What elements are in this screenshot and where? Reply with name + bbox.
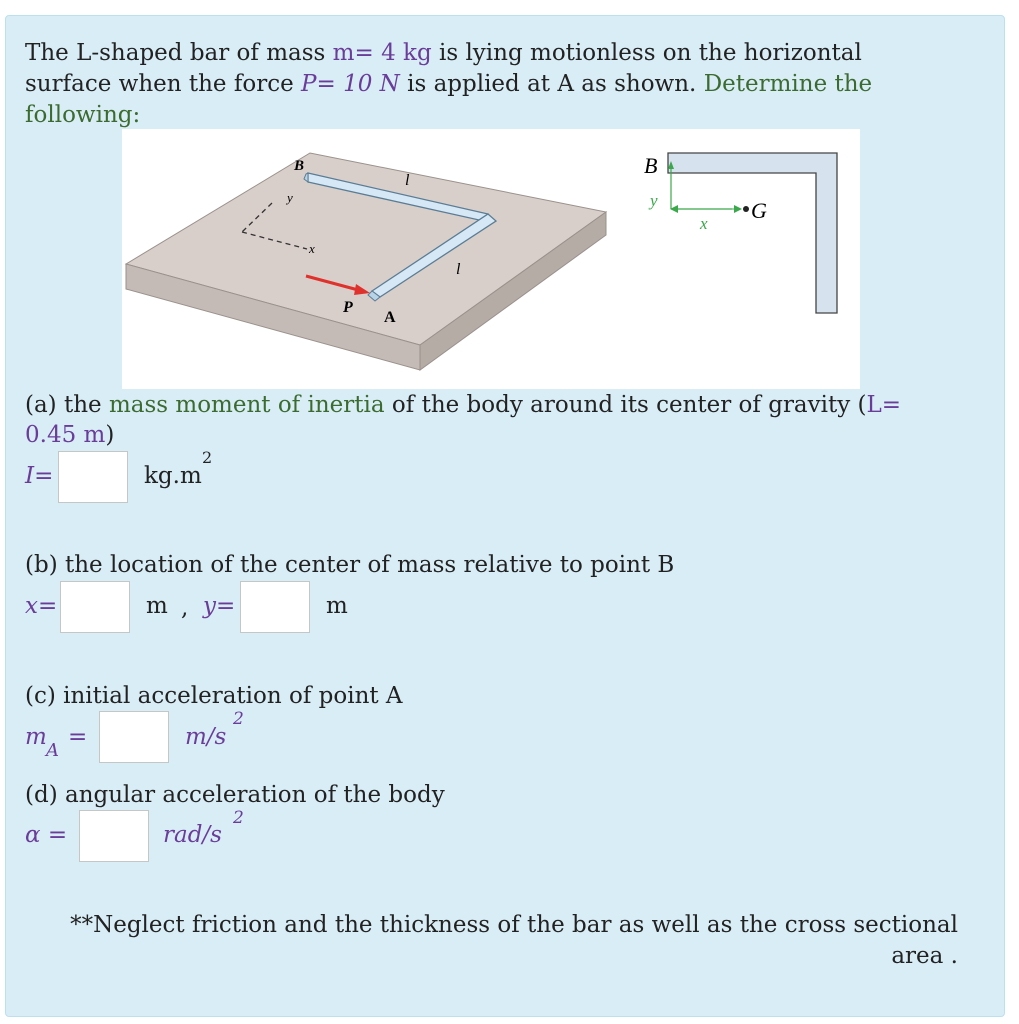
accel-answer-input[interactable] — [99, 711, 169, 763]
intro-line-3: following: — [25, 102, 141, 128]
accel-unit: m/s — [185, 724, 227, 750]
intro-text: is applied at A as shown. — [399, 71, 704, 97]
part-a-text: of the body around its center of gravity ( — [384, 392, 867, 418]
inertia-label: I= — [25, 463, 54, 489]
top-label-g: G — [751, 198, 767, 223]
intro-line-1 — [25, 38, 862, 69]
note-line-1: **Neglect friction and the thickness of the bar as well as the cross sectional — [70, 912, 958, 938]
accel-unit-exponent: 2 — [233, 709, 244, 729]
mass-value: m= 4 kg — [332, 40, 432, 66]
label-l-side: l — [456, 261, 461, 278]
part-a-line-1 — [25, 390, 901, 421]
part-a-text: (a) the — [25, 392, 109, 418]
label-b: B — [294, 158, 305, 174]
part-a-term: mass moment of inertia — [108, 392, 385, 418]
accel-var: m — [25, 724, 47, 750]
note-line-2: area . — [891, 943, 958, 969]
part-a-line-2 — [25, 420, 114, 451]
label-x: x — [309, 241, 315, 256]
label-y: y — [287, 190, 293, 205]
center-of-mass-dot — [743, 206, 749, 212]
label-l-top: l — [405, 172, 410, 189]
top-label-b: B — [644, 153, 658, 178]
alpha-unit: rad/s — [163, 822, 222, 848]
accel-equals: = — [68, 724, 88, 750]
part-d-text: (d) angular acceleration of the body — [25, 782, 445, 808]
part-a-text: ) — [105, 422, 115, 448]
top-label-x: x — [700, 214, 708, 233]
accel-subscript: A — [46, 740, 59, 761]
intro-text: surface when the force — [25, 71, 302, 97]
top-label-y: y — [650, 191, 658, 210]
length-value: 0.45 m — [25, 422, 106, 448]
alpha-answer-input[interactable] — [79, 810, 149, 862]
x-unit: m — [146, 593, 168, 619]
l-bar-figure — [122, 129, 860, 389]
force-value: P= 10 N — [301, 71, 400, 97]
intro-text: The L-shaped bar of mass — [25, 40, 333, 66]
label-a: A — [384, 309, 396, 326]
alpha-label: α = — [25, 822, 68, 848]
top-axis-x-head — [734, 205, 742, 213]
part-c-text: (c) initial acceleration of point A — [25, 683, 403, 709]
plate-top — [126, 153, 606, 345]
alpha-unit-exponent: 2 — [233, 808, 244, 828]
length-label: L= — [866, 392, 902, 418]
label-p: P — [343, 299, 353, 316]
y-answer-input[interactable] — [240, 581, 310, 633]
inertia-unit-exponent: 2 — [202, 448, 213, 467]
y-unit: m — [326, 593, 348, 619]
x-answer-input[interactable] — [60, 581, 130, 633]
intro-text-green: Determine the — [703, 71, 873, 97]
part-b-text: (b) the location of the center of mass relative to point B — [25, 552, 675, 578]
intro-text: is lying motionless on the horizontal — [431, 40, 862, 66]
figure-svg — [122, 129, 860, 389]
y-label: y= — [203, 593, 236, 619]
x-label: x= — [25, 593, 58, 619]
accel-label — [25, 722, 47, 753]
top-view-bar — [668, 153, 837, 313]
inertia-unit: kg.m — [144, 463, 202, 489]
separator-comma: , — [181, 595, 189, 621]
inertia-answer-input[interactable] — [58, 451, 128, 503]
intro-line-2 — [25, 69, 872, 100]
